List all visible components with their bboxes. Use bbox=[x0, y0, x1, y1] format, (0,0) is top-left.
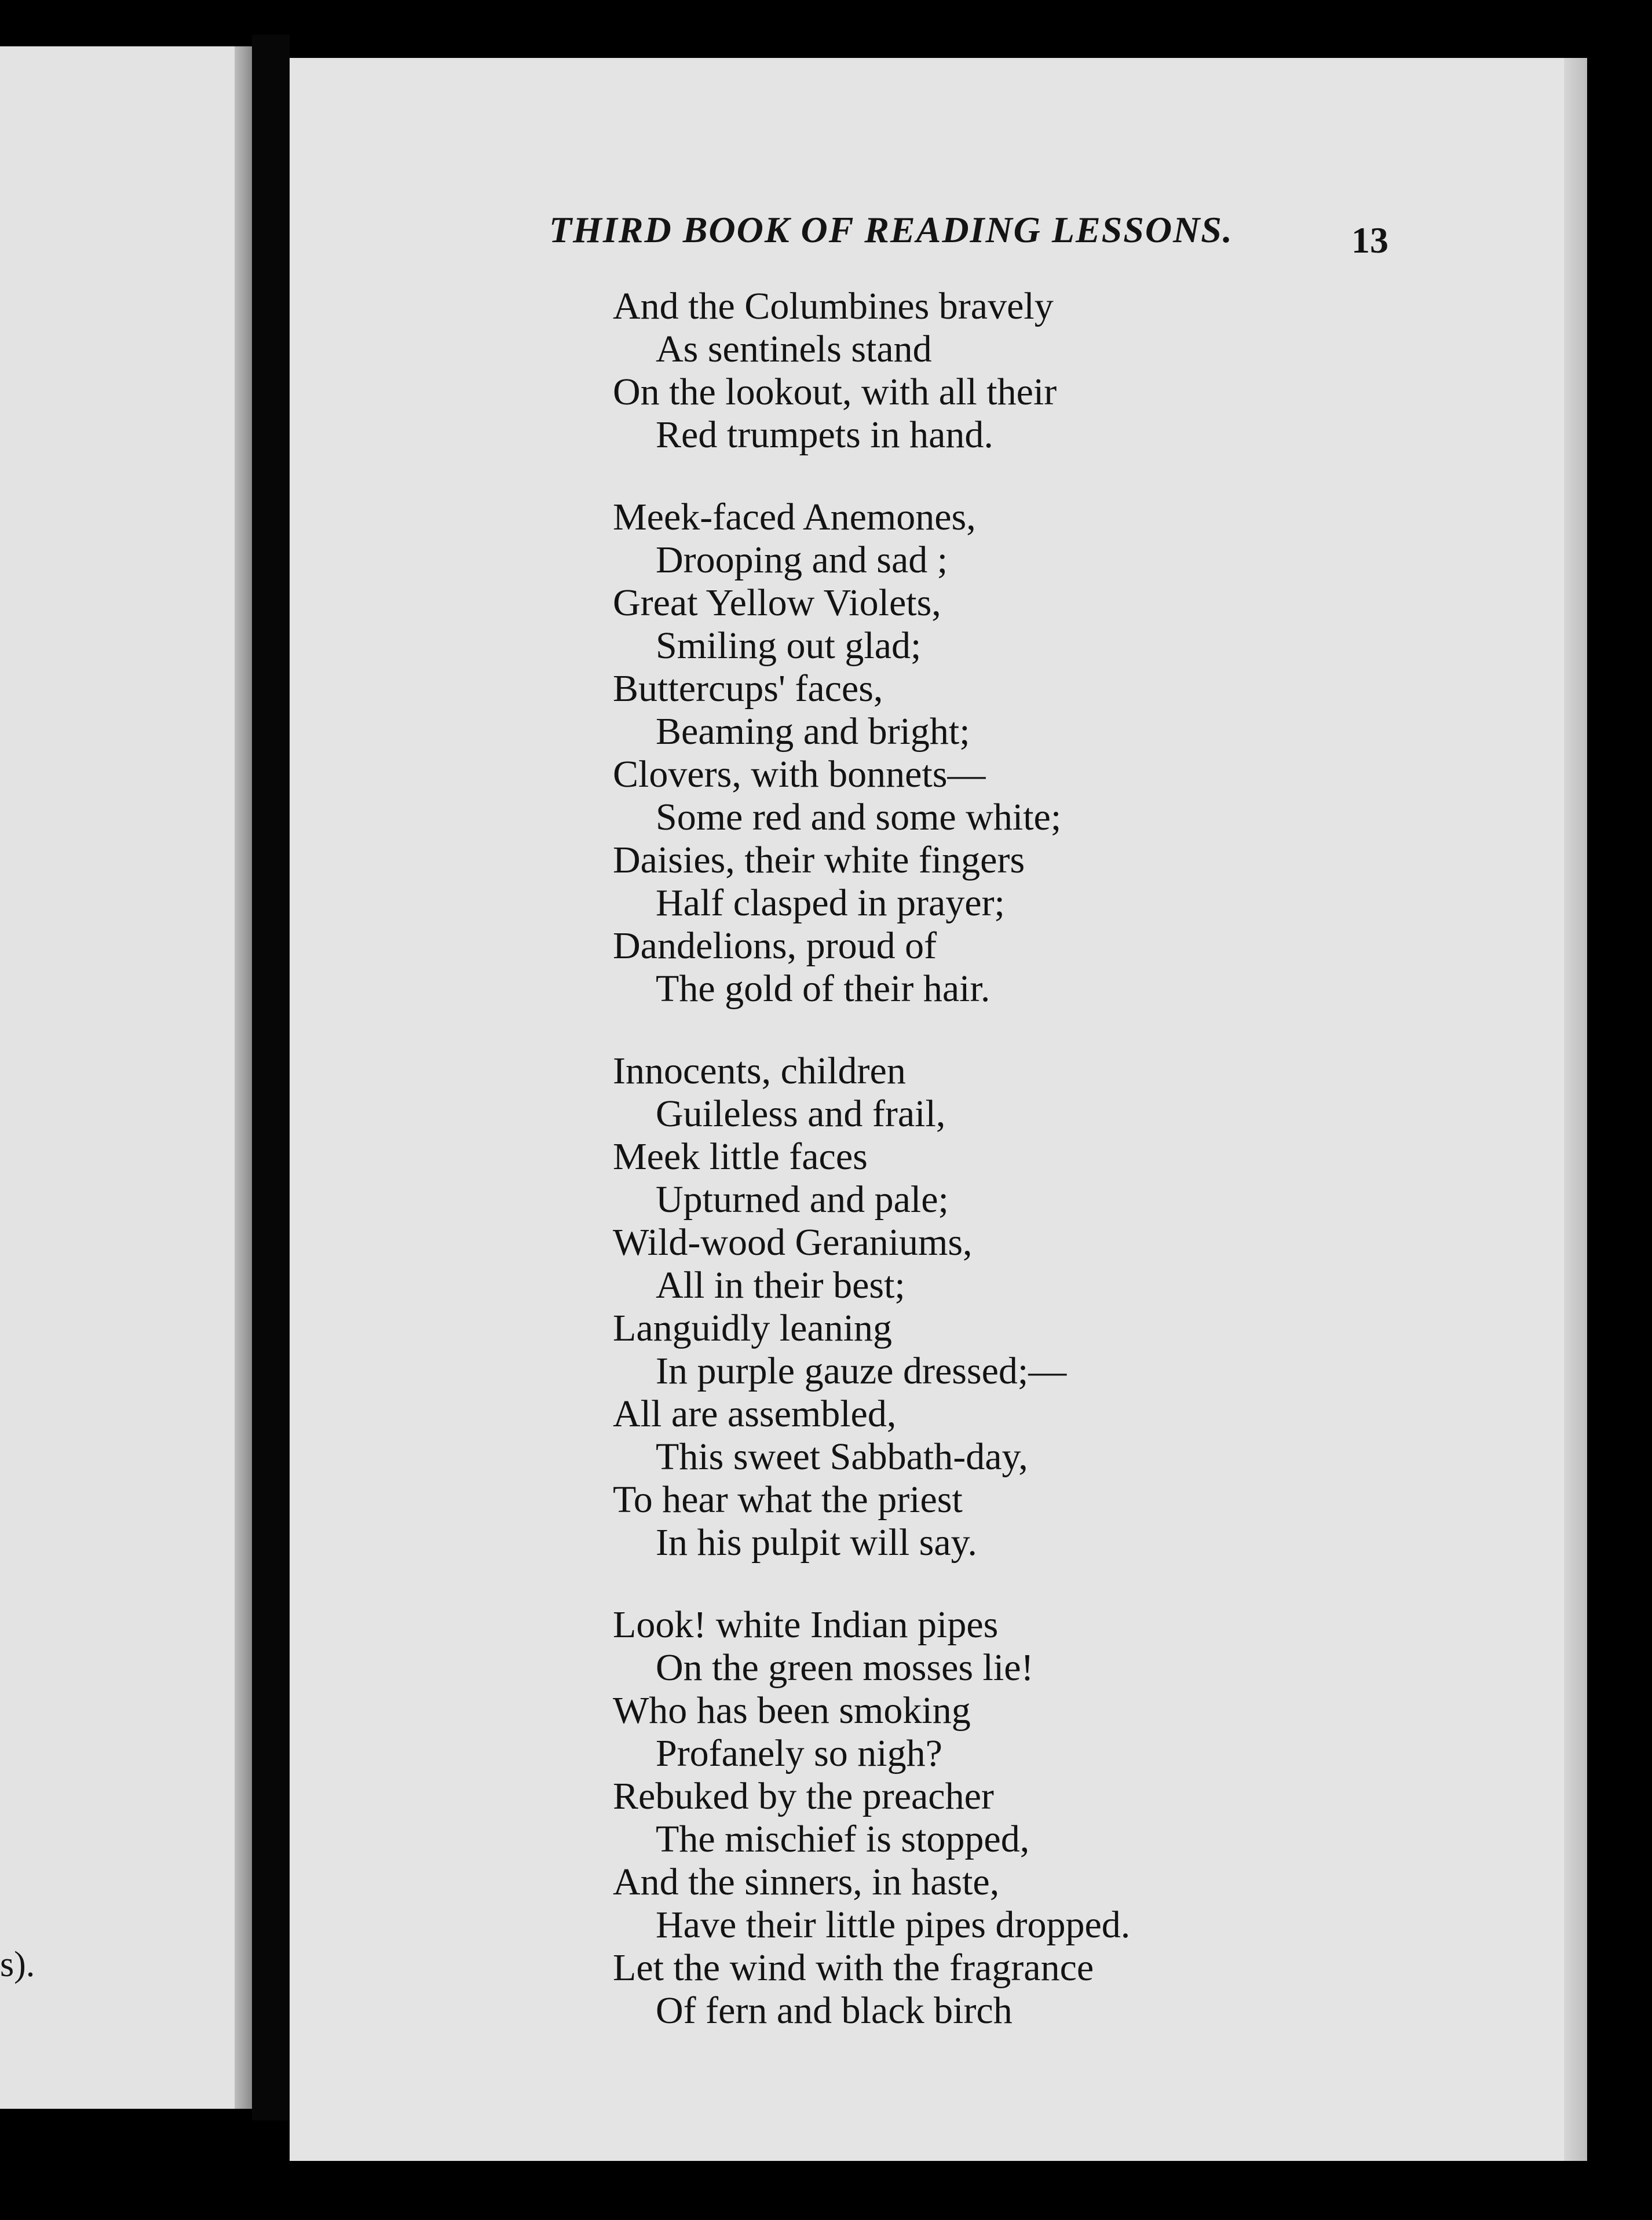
right-page-edge bbox=[1564, 58, 1587, 2161]
running-head: THIRD BOOK OF READING LESSONS. bbox=[549, 209, 1233, 250]
poem-line: The gold of their hair. bbox=[656, 967, 991, 1010]
poem-line: In his pulpit will say. bbox=[656, 1521, 977, 1564]
left-page bbox=[0, 46, 235, 2109]
poem-line: Profanely so nigh? bbox=[656, 1732, 942, 1774]
poem-line: Daisies, their white fingers bbox=[613, 839, 1025, 881]
poem-line: Half clasped in prayer; bbox=[656, 882, 1005, 924]
poem-line: Rebuked by the preacher bbox=[613, 1775, 994, 1817]
poem-line: In purple gauze dressed;— bbox=[656, 1350, 1067, 1392]
left-page-fold bbox=[235, 46, 252, 2109]
book-spine bbox=[252, 35, 290, 2120]
poem-stanza bbox=[613, 1050, 1453, 1564]
poem-line: Great Yellow Violets, bbox=[613, 582, 941, 624]
poem-line: Clovers, with bonnets— bbox=[613, 753, 986, 795]
poem-line: Innocents, children bbox=[613, 1050, 906, 1092]
poem-line: Dandelions, proud of bbox=[613, 925, 937, 967]
poem-line: On the green mosses lie! bbox=[656, 1646, 1034, 1689]
poem bbox=[613, 285, 1453, 2072]
poem-line: And the sinners, in haste, bbox=[613, 1861, 1000, 1903]
poem-line: Meek-faced Anemones, bbox=[613, 496, 976, 538]
left-page-text-fragment: s). bbox=[0, 1945, 35, 1984]
poem-line: Guileless and frail, bbox=[656, 1093, 946, 1135]
poem-line: On the lookout, with all their bbox=[613, 371, 1057, 413]
poem-line: Meek little faces bbox=[613, 1135, 868, 1178]
poem-line: And the Columbines bravely bbox=[613, 285, 1054, 327]
poem-line: Some red and some white; bbox=[656, 796, 1062, 838]
poem-stanza bbox=[613, 496, 1453, 1010]
poem-line: Red trumpets in hand. bbox=[656, 414, 993, 456]
poem-line: Upturned and pale; bbox=[656, 1178, 949, 1221]
poem-line: Wild-wood Geraniums, bbox=[613, 1221, 973, 1264]
poem-line: To hear what the priest bbox=[613, 1478, 963, 1521]
poem-line: Who has been smoking bbox=[613, 1689, 971, 1732]
poem-line: Drooping and sad ; bbox=[656, 539, 948, 581]
poem-line: The mischief is stopped, bbox=[656, 1818, 1030, 1860]
poem-line: Have their little pipes dropped. bbox=[656, 1904, 1131, 1946]
poem-line: Beaming and bright; bbox=[656, 710, 970, 753]
poem-stanza bbox=[613, 285, 1453, 457]
poem-line: Buttercups' faces, bbox=[613, 667, 883, 710]
poem-stanza bbox=[613, 1604, 1453, 2032]
poem-line: Look! white Indian pipes bbox=[613, 1604, 999, 1646]
poem-line: All are assembled, bbox=[613, 1393, 897, 1435]
poem-line: This sweet Sabbath-day, bbox=[656, 1436, 1028, 1478]
poem-line: Let the wind with the fragrance bbox=[613, 1947, 1094, 1989]
poem-line: Smiling out glad; bbox=[656, 625, 922, 667]
poem-line: Languidly leaning bbox=[613, 1307, 893, 1349]
poem-line: Of fern and black birch bbox=[656, 1989, 1013, 2032]
poem-line: All in their best; bbox=[656, 1264, 905, 1306]
poem-line: As sentinels stand bbox=[656, 328, 932, 370]
page-number: 13 bbox=[1351, 220, 1388, 261]
